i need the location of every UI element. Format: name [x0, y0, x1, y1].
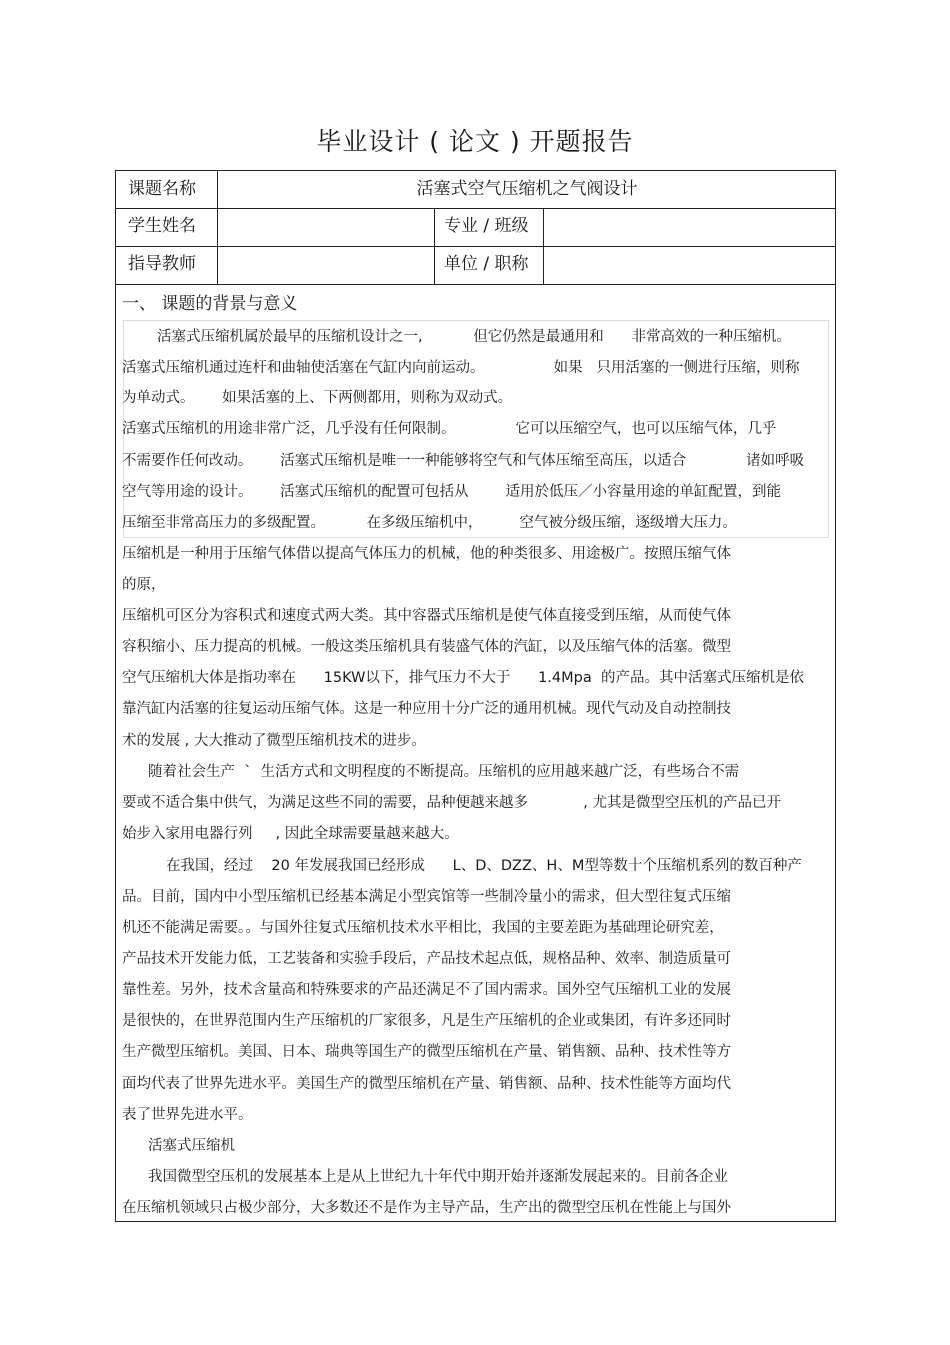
body-line: 表了世界先进水平。 [122, 1107, 253, 1123]
topic-value: 活塞式空气压缩机之气阀设计 [416, 179, 638, 199]
document-title: 毕业设计 ( 论文 ) 开题报告 [316, 127, 634, 156]
body-line: 不需要作任何改动。 活塞式压缩机是唯一一种能够将空气和气体压缩至高压，以适合 诸如呼吸 [122, 453, 805, 469]
mid-column-divider [543, 208, 544, 284]
body-line: 压缩至非常高压力的多级配置。 在多级压缩机中， 空气被分级压缩，逐级增大压力。 [122, 515, 737, 531]
body-line: 靠汽缸内活塞的往复运动压缩气体。这是一种应用十分广泛的通用机械。现代气动及自动控制技 [122, 701, 731, 717]
body-line: 始步入家用电器行列 , 因此全球需要量越来越大。 [122, 826, 459, 842]
body-line: 的原， [122, 577, 166, 593]
row-divider [116, 246, 835, 247]
body-line: 在压缩机领域只占极少部分，大多数还不是作为主导产品，生产出的微型空压机在性能上与国外 [122, 1200, 731, 1216]
major-class-label: 专业 / 班级 [444, 216, 529, 236]
topic-label: 课题名称 [128, 179, 196, 199]
mid-column-divider [434, 208, 435, 284]
body-line: 为单动式。 如果活塞的上、下两侧都用，则称为双动式。 [122, 390, 513, 406]
body-line: 容积缩小、压力提高的机械。一般这类压缩机具有装盛气体的汽缸，以及压缩气体的活塞。微型 [122, 639, 731, 655]
section-heading-background: 一、 课题的背景与意义 [122, 294, 298, 314]
body-line: 在我国，经过 20 年发展我国已经形成 L、D、DZZ、H、M型等数十个压缩机系列的数百种产 [166, 858, 802, 874]
body-line: 压缩机是一种用于压缩气体借以提高气体压力的机械，他的种类很多、用途极广。按照压缩气体 [122, 546, 731, 562]
body-line: 机还不能满足需要。。与国外往复式压缩机技术水平相比，我国的主要差距为基础理论研究差， [122, 920, 724, 936]
body-line: 压缩机可区分为容积式和速度式两大类。其中容器式压缩机是使气体直接受到压缩，从而使气体 [122, 608, 731, 624]
row-divider [116, 208, 835, 209]
advisor-label: 指导教师 [128, 254, 196, 274]
body-line: 是很快的，在世界范围内生产压缩机的厂家很多，凡是生产压缩机的企业或集团，有许多还同时 [122, 1013, 731, 1029]
body-line: 空气压缩机大体是指功率在 15KW以下，排气压力不大于 1.4Mpa 的产品。其中活塞式压缩机是依 [122, 670, 804, 686]
body-line: 随着社会生产 ` 生活方式和文明程度的不断提高。压缩机的应用越来越广泛，有些场合不需 [148, 764, 740, 780]
body-line: 术的发展 , 大大推动了微型压缩机技术的进步。 [122, 733, 426, 749]
body-line: 我国微型空压机的发展基本上是从上世纪九十年代中期开始并逐渐发展起来的。目前各企业 [148, 1169, 728, 1185]
body-line: 生产微型压缩机。美国、日本、瑞典等国生产的微型压缩机在产量、销售额、品种、技术性等方 [122, 1044, 731, 1060]
body-line: 活塞式压缩机通过连杆和曲轴使活塞在气缸内向前运动。 如果 只用活塞的一侧进行压缩，则称 [122, 360, 800, 376]
student-name-label: 学生姓名 [128, 216, 196, 236]
body-line: 空气等用途的设计。 活塞式压缩机的配置可包括从 适用於低压／小容量用途的单缸配置，到能 [122, 484, 782, 500]
body-line: 活塞式压缩机 [148, 1138, 235, 1154]
body-line: 面均代表了世界先进水平。美国生产的微型压缩机在产量、销售额、品种、技术性能等方面均代 [122, 1076, 731, 1092]
body-line: 活塞式压缩机属於最早的压缩机设计之一, 但它仍然是最通用和 非常高效的一种压缩机。 [157, 329, 791, 345]
body-line: 产品技术开发能力低，工艺装备和实验手段后，产品技术起点低，规格品种、效率、制造质量可 [122, 951, 731, 967]
body-line: 品。目前，国内中小型压缩机已经基本满足小型宾馆等一些制冷量小的需求，但大型往复式压缩 [122, 889, 731, 905]
unit-title-label: 单位 / 职称 [444, 254, 529, 274]
row-divider [116, 284, 835, 285]
body-line: 靠性差。另外，技术含量高和特殊要求的产品还满足不了国内需求。国外空气压缩机工业的发展 [122, 982, 731, 998]
body-line: 要或不适合集中供气，为满足这些不同的需要，品种便越来越多 , 尤其是微型空压机的产品已开 [122, 795, 782, 811]
proposal-table [115, 170, 836, 1222]
body-line: 活塞式压缩机的用途非常广泛，几乎没有任何限制。 它可以压缩空气，也可以压缩气体，几乎 [122, 421, 777, 437]
